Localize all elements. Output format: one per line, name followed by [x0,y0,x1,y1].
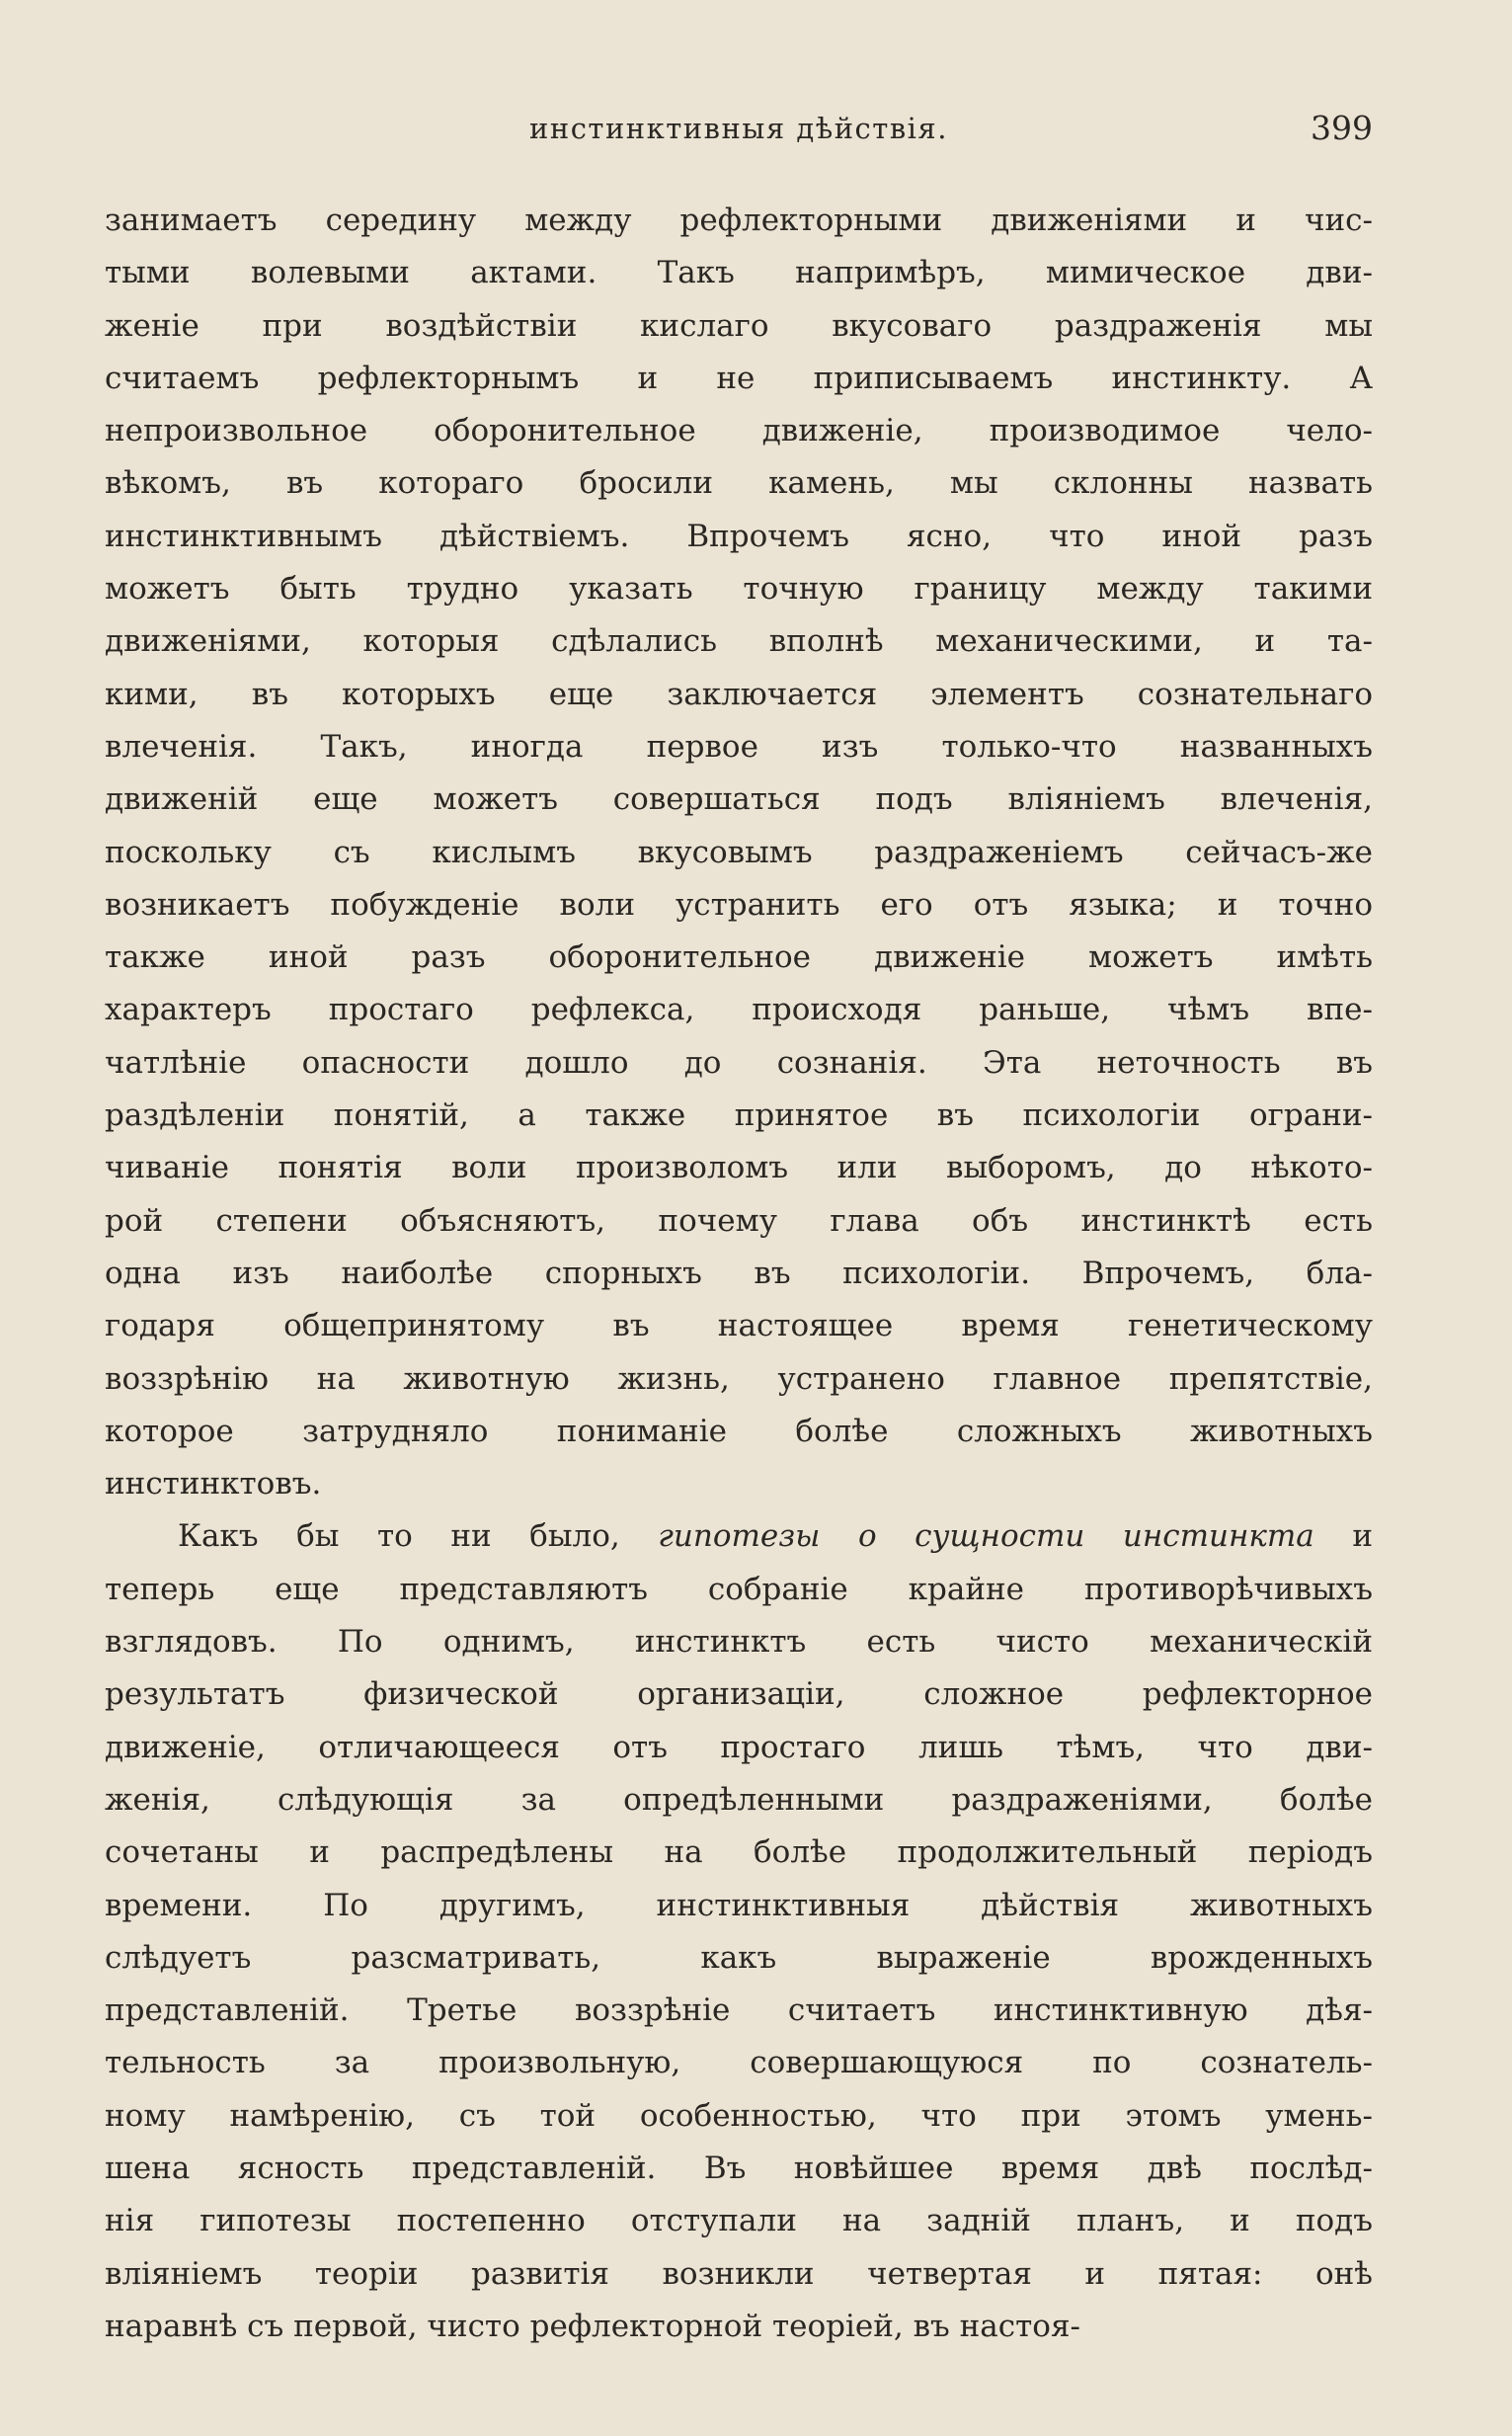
text-line [105,405,1373,457]
text-segment: теперь еще представляютъ собраніе крайне противорѣчивыхъ [105,1571,1373,1607]
text-segment: которое затрудняло пониманіе болѣе сложныхъ животныхъ [105,1413,1373,1449]
text-segment: тельность за произвольную, совершающуюся по сознатель- [105,2045,1373,2081]
text-line [105,1510,1373,1563]
text-line [105,300,1373,353]
text-segment: нія гипотезы постепенно отступали на задній планъ, и подъ [105,2203,1373,2239]
text-line [105,1090,1373,1142]
text-line [105,1985,1373,2037]
text-segment: движеніями, которыя сдѣлались вполнѣ механическими, и та- [105,623,1373,660]
text-line [105,247,1373,299]
text-line [105,2090,1373,2143]
text-segment: женія, слѣдующія за опредѣленными раздраженіями, болѣе [105,1781,1373,1818]
text-line [105,1458,1373,1510]
text-line [105,563,1373,615]
text-line [105,195,1373,247]
text-segment: считаемъ рефлекторнымъ и не приписываемъ инстинкту. А [105,360,1373,396]
text-line [105,1827,1373,1879]
text-line [105,511,1373,563]
text-segment: времени. По другимъ, инстинктивныя дѣйствія животныхъ [105,1887,1373,1923]
text-line [105,615,1373,668]
text-line [105,1880,1373,1932]
text-line [105,1248,1373,1300]
paragraph [105,195,1373,1510]
text-line [105,1668,1373,1721]
text-segment: вліяніемъ теоріи развитія возникли четвертая и пятая: онѣ [105,2255,1373,2292]
text-segment: движеній еще можетъ совершаться подъ вліяніемъ влеченія, [105,781,1373,818]
text-segment: характеръ простаго рефлекса, происходя раньше, чѣмъ впе- [105,992,1373,1028]
text-segment: чатлѣніе опасности дошло до сознанія. Эта неточность въ [105,1044,1373,1081]
text-segment: раздѣленіи понятій, а также принятое въ психологіи ограни- [105,1097,1373,1134]
text-segment: инстинктивнымъ дѣйствіемъ. Впрочемъ ясно, что иной разъ [105,518,1373,554]
text-segment: поскольку съ кислымъ вкусовымъ раздраженіемъ сейчасъ-же [105,834,1373,870]
text-segment: и [1313,1518,1373,1555]
text-line [105,2143,1373,2195]
text-line [105,669,1373,721]
text-segment: вѣкомъ, въ котораго бросили камень, мы склонны назвать [105,465,1373,502]
text-segment: можетъ быть трудно указать точную границу между такими [105,571,1373,608]
text-segment: воззрѣнію на животную жизнь, устранено главное препятствіе, [105,1360,1373,1397]
text-segment: рой степени объясняютъ, почему глава объ инстинктѣ есть [105,1202,1373,1239]
text-line [105,2301,1373,2353]
text-segment: наравнѣ съ первой, чисто рефлекторной теоріей, въ настоя- [105,2308,1080,2344]
text-segment: возникаетъ побужденіе воли устранить его отъ языка; и точно [105,886,1373,923]
text-line [105,353,1373,405]
text-segment: также иной разъ оборонительное движеніе можетъ имѣть [105,939,1373,976]
text-segment: инстинктовъ. [105,1466,322,1502]
text-segment: непроизвольное оборонительное движеніе, производимое чело- [105,413,1373,449]
text-segment: занимаетъ середину между рефлекторными движеніями и чис- [105,203,1373,238]
text-line [105,2195,1373,2247]
text-segment: женіе при воздѣйствіи кислаго вкусоваго раздраженія мы [105,307,1373,344]
text-line [105,827,1373,879]
page-number: 399 [1311,109,1373,147]
text-line [105,1353,1373,1406]
text-segment: чиваніе понятія воли произволомъ или выборомъ, до нѣкото- [105,1150,1373,1186]
running-title: инстинктивныя дѣйствія. [529,112,948,145]
text-line [105,1406,1373,1458]
text-line [105,773,1373,826]
text-segment: взглядовъ. По однимъ, инстинктъ есть чисто механическій [105,1624,1373,1661]
text-line [105,1774,1373,1827]
text-segment: годаря общепринятому въ настоящее время генетическому [105,1308,1373,1344]
text-segment: представленій. Третье воззрѣніе считаетъ инстинктивную дѣя- [105,1992,1373,2029]
text-segment: сочетаны и распредѣлены на болѣе продолжительный періодъ [105,1834,1373,1871]
text-segment: тыми волевыми актами. Такъ напримѣръ, мимическое дви- [105,255,1373,291]
running-head [105,107,1373,150]
text-line [105,1195,1373,1248]
text-line [105,2037,1373,2089]
text-line [105,932,1373,984]
text-segment: одна изъ наиболѣе спорныхъ въ психологіи. Впрочемъ, бла- [105,1255,1373,1291]
text-segment: влеченія. Такъ, иногда первое изъ только-что названныхъ [105,728,1373,765]
text-segment: движеніе, отличающееся отъ простаго лишь тѣмъ, что дви- [105,1729,1373,1765]
text-line [105,1300,1373,1352]
text-segment: Какъ бы то ни было, [178,1518,659,1555]
text-line [105,721,1373,773]
text-line [105,1616,1373,1668]
text-segment: шена ясность представленій. Въ новѣйшее время двѣ послѣд- [105,2150,1373,2186]
text-line [105,2248,1373,2301]
text-segment: ному намѣренію, съ той особенностью, что при этомъ умень- [105,2097,1373,2134]
paragraph [105,1510,1373,2353]
text-segment: кими, въ которыхъ еще заключается элементъ сознательнаго [105,676,1373,712]
body-text [105,195,1373,2353]
text-line [105,457,1373,510]
text-line [105,1722,1373,1774]
text-line [105,984,1373,1036]
italic-phrase: гипотезы о сущности инстинкта [658,1518,1314,1555]
text-segment: результатъ физической организаціи, сложное рефлекторное [105,1676,1373,1713]
text-line [105,1037,1373,1090]
text-segment: слѣдуетъ разсматривать, какъ выраженіе врожденныхъ [105,1939,1373,1976]
text-line [105,1564,1373,1616]
text-line [105,879,1373,932]
text-line [105,1932,1373,1985]
text-line [105,1142,1373,1194]
